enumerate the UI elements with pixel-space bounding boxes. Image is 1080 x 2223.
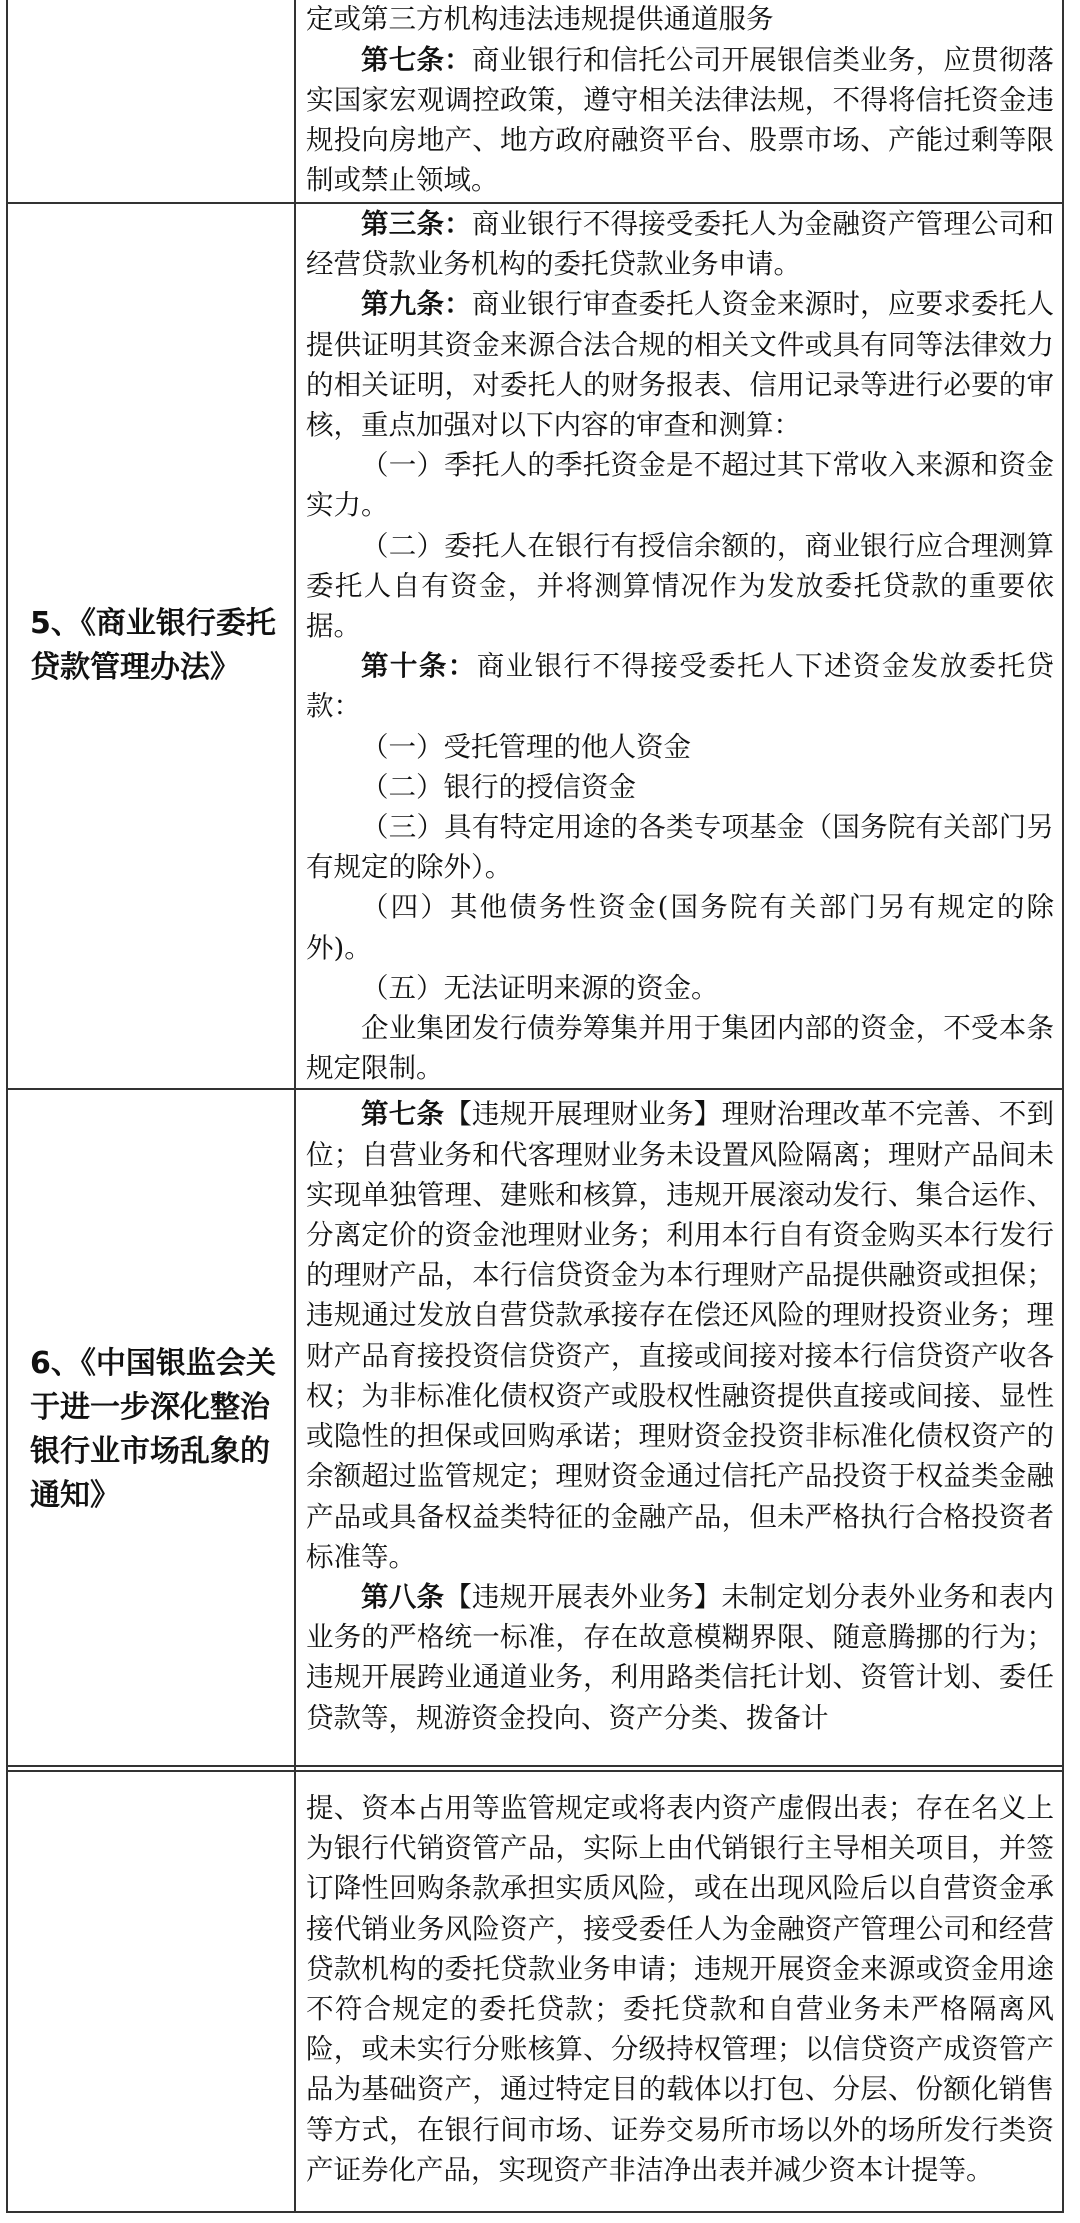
paragraph-text: （三）具有特定用途的各类专项基金（国务院有关部门另有规定的除外）。 [306, 811, 1054, 884]
paragraph [306, 727, 1054, 767]
paragraph-text: （四）其他债务性资金(国务院有关部门另有规定的除外)。 [306, 891, 1054, 964]
table-row-continuation [7, 1766, 1063, 2212]
paragraph-text: 提、资本占用等监管规定或将表内资产虚假出表；存在名义上为银行代销资管产品，实际上由代销银行主导相关项目，并签订降性回购条款承担实质风险，或在出现风险后以自营资金承接代销业务风险资产，接受委任人为金融资产管理公司和经营贷款机构的委托贷款业务申请；违规开展资金来源或资金用途不符合规定的委托贷款；委托贷款和自营业务未严格隔离风险，或未实行分账核算、分级持权管理；以信贷资产成资管产品为基础资产，通过特定目的载体以打包、分层、份额化销售等方式，在银行间市场、证券交易所市场以外的场所发行类资产证券化产品，实现资产非洁净出表并减少资本计提等。 [306, 1791, 1054, 2186]
paragraph-text: （五）无法证明来源的资金。 [361, 971, 719, 1004]
row-title-cell-empty [7, 1766, 295, 2212]
paragraph-text: （一）季托人的季托资金是不超过其下常收入来源和资金实力。 [306, 449, 1054, 522]
paragraph [306, 887, 1054, 967]
paragraph [306, 1008, 1054, 1088]
paragraph [306, 807, 1054, 887]
paragraph [306, 445, 1054, 525]
table-row-5 [7, 203, 1063, 1089]
article-label: 第十条： [361, 650, 477, 683]
paragraph [306, 767, 1054, 807]
paragraph [306, 1094, 1054, 1576]
article-label: 第八条 [361, 1580, 445, 1613]
paragraph [306, 40, 1054, 201]
article-label: 第三条： [361, 208, 472, 240]
paragraph [306, 204, 1054, 284]
row-title-cell-empty [7, 0, 295, 203]
row-title-cell: 6、《中国银监会关于进一步深化整治银行业市场乱象的通知》 [7, 1089, 295, 1771]
paragraph-list [306, 0, 1054, 201]
paragraph-text: 商业银行和信托公司开展银信类业务，应贯彻落实国家宏观调控政策，遵守相关法律法规，不得将信托资金违规投向房地产、地方政府融资平台、股票市场、产能过剩等限制或禁止领域。 [306, 43, 1055, 197]
row-content-cell [295, 0, 1063, 203]
paragraph [306, 526, 1054, 647]
table-row-continuation [7, 0, 1063, 203]
article-label: 第七条 [361, 1098, 445, 1131]
paragraph-text: 定或第三方机构违法违规提供通道服务 [306, 3, 774, 36]
paragraph [306, 968, 1054, 1008]
regulation-table-page-2 [6, 1765, 1064, 2213]
paragraph-text: 企业集团发行债券筹集并用于集团内部的资金，不受本条规定限制。 [306, 1012, 1054, 1085]
paragraph [306, 1577, 1054, 1738]
paragraph-text: 商业银行不得接受委托人下述资金发放委托贷款： [306, 650, 1055, 723]
paragraph-text: 商业银行审查委托人资金来源时，应要求委托人提供证明其资金来源合法合规的相关文件或具有同等法律效力的相关证明，对委托人的财务报表、信用记录等进行必要的审核，重点加强对以下内容的审查和测算： [306, 288, 1055, 442]
paragraph-list [306, 1788, 1054, 2190]
paragraph-text: （一）受托管理的他人资金 [361, 730, 691, 763]
paragraph-list [306, 1094, 1054, 1737]
paragraph [306, 0, 1054, 40]
paragraph-text: （二）银行的授信资金 [361, 770, 636, 803]
regulation-table-page-1 [6, 0, 1064, 1772]
paragraph-text: （二）委托人在银行有授信余额的，商业银行应合理测算委托人自有资金，并将测算情况作为发放委托贷款的重要依据。 [306, 529, 1054, 643]
paragraph-list [306, 204, 1054, 1088]
article-label: 第九条： [361, 288, 472, 321]
row-title-cell: 5、《商业银行委托贷款管理办法》 [7, 203, 295, 1089]
row-content-cell [295, 203, 1063, 1089]
table-row-6 [7, 1089, 1063, 1771]
article-label: 第七条： [361, 43, 472, 76]
paragraph [306, 646, 1054, 726]
row-content-cell [295, 1766, 1063, 2212]
row-content-cell [295, 1089, 1063, 1771]
paragraph-text: 【违规开展理财业务】理财治理改革不完善、不到位；自营业务和代客理财业务未设置风险隔离；理财产品间未实现单独管理、建账和核算，违规开展滚动发行、集合运作、分离定价的资金池理财业务；利用本行自有资金购买本行发行的理财产品，本行信贷资金为本行理财产品提供融资或担保；违规通过发放自营贷款承接存在偿还风险的理财投资业务；理财产品育接投资信贷资产，直接或间接对接本行信贷资产收各权；为非标准化债权资产或股权性融资提供直接或间接、显性或隐性的担保或回购承诺；理财资金投资非标准化债权资产的余额超过监管规定；理财资金通过信托产品投资于权益类金融产品或具备权益类特征的金融产品，但未严格执行合格投资者标准等。 [306, 1098, 1054, 1573]
paragraph-text: 商业银行不得接受委托人为金融资产管理公司和经营贷款业务机构的委托贷款业务申请。 [306, 208, 1055, 281]
paragraph [306, 1788, 1054, 2190]
paragraph [306, 284, 1054, 445]
paragraph-text: 【违规开展表外业务】未制定划分表外业务和表内业务的严格统一标准，存在故意模糊界限、随意腾挪的行为；违规开展跨业通道业务，利用路类信托计划、资管计划、委任贷款等，规游资金投向、资产分类、拨备计 [306, 1580, 1054, 1734]
